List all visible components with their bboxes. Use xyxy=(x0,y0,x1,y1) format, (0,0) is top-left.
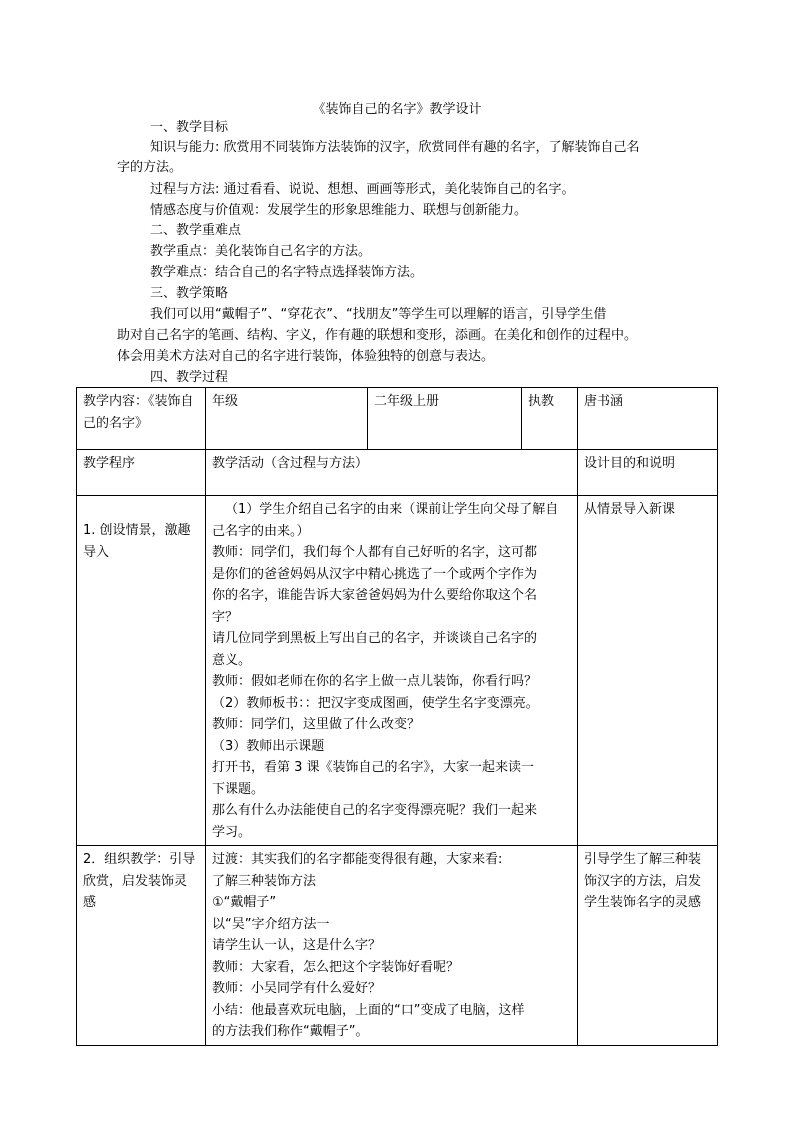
activity-line: 打开书，看第 3 课《装饰自己的名字》，大家一起来读一 xyxy=(212,760,535,775)
activity-line: 教师：大家看，怎么把这个字装饰好看呢？ xyxy=(212,959,460,975)
activity-line: （3）教师出示课题 xyxy=(212,738,325,754)
activity-line: 教师：小吴同学有什么爱好？ xyxy=(212,981,382,996)
activity-line: 小结：他最喜欢玩电脑，上面的“口”变成了电脑，这样 xyxy=(212,1002,525,1018)
section-heading-process: 四、教学过程 xyxy=(150,370,229,385)
activity-line: 意义。 xyxy=(212,652,252,668)
process-goal: 过程与方法: 通过看看、说说、想想、画画等形式，美化装饰自己的名字。 xyxy=(150,182,575,197)
step-cell xyxy=(77,846,206,1046)
activity-line: 以“吴”字介绍方法一 xyxy=(212,916,330,932)
activity-cell xyxy=(206,846,578,1046)
activity-line: 下课题。 xyxy=(212,781,265,797)
purpose-cell xyxy=(578,846,718,1046)
activity-header: 教学活动（含过程与方法） xyxy=(212,456,369,471)
activity-line: 教师：假如老师在你的名字上做一点儿装饰，你看行吗？ xyxy=(212,674,538,689)
activity-line: （1）学生介绍自己名字的由来（课前让学生向父母了解自 xyxy=(225,502,559,517)
strategy-line3: 体会用美术方法对自己的名字进行装饰，体验独特的创意与表达。 xyxy=(117,349,495,364)
section-heading-focus: 二、教学重难点 xyxy=(150,223,242,238)
activity-line: 教师：同学们，这里做了什么改变？ xyxy=(212,717,421,732)
purpose-header: 设计目的和说明 xyxy=(584,456,676,471)
table-row xyxy=(77,496,718,846)
grade-label-cell xyxy=(206,388,368,450)
grade-value: 二年级上册 xyxy=(374,394,440,409)
teacher-value-cell xyxy=(578,388,718,450)
page-title: 《装饰自己的名字》教学设计 xyxy=(312,102,482,117)
activity-line: 教师：同学们，我们每个人都有自己好听的名字，这可都 xyxy=(212,545,538,560)
grade-value-cell xyxy=(368,388,522,450)
activity-line: （2）教师板书：：把汉字变成图画，使学生名字变漂亮。 xyxy=(212,695,539,711)
step-label: 1. 创设情景，激趣导入 xyxy=(83,523,191,560)
section-heading-strategy: 三、教学策略 xyxy=(150,286,229,301)
content-label-cell xyxy=(77,388,206,450)
activity-line: 那么有什么办法能使自己的名字变得漂亮呢？我们一起来 xyxy=(212,803,538,818)
lesson-plan-table xyxy=(76,387,718,1046)
purpose-cell xyxy=(578,496,718,846)
step-cell xyxy=(77,496,206,846)
teacher-value: 唐书涵 xyxy=(584,394,624,409)
teacher-label: 执教 xyxy=(528,394,555,409)
purpose-text: 引导学生了解三种装饰汉字的方法，启发学生装饰名字的灵感 xyxy=(584,852,702,910)
activity-line: 你的名字，谁能告诉大家爸爸妈妈为什么要给你取这个名 xyxy=(212,588,538,603)
activity-line: 请学生认一认，这是什么字？ xyxy=(212,938,382,953)
section-heading-goals: 一、教学目标 xyxy=(150,120,229,135)
activity-line: 字？ xyxy=(212,609,239,625)
activity-line: 了解三种装饰方法 xyxy=(212,873,317,889)
activity-line: 的方法我们称作“戴帽子”。 xyxy=(212,1024,369,1039)
procedure-header: 教学程序 xyxy=(83,456,136,471)
activity-line: ①“戴帽子” xyxy=(212,895,277,910)
activity-cell xyxy=(206,496,578,846)
table-header-row xyxy=(77,388,718,450)
table-row xyxy=(77,846,718,1046)
knowledge-goal-line2: 字的方法。 xyxy=(117,160,183,175)
grade-label: 年级 xyxy=(212,394,239,409)
content-label: 教学内容：《装饰自己的名字》 xyxy=(83,394,194,431)
activity-line: 己名字的由来。） xyxy=(212,523,310,539)
teaching-difficulty: 教学难点：结合自己的名字特点选择装饰方法。 xyxy=(150,265,424,280)
activity-header-cell xyxy=(206,450,578,496)
table-subheader-row xyxy=(77,450,718,496)
purpose-header-cell xyxy=(578,450,718,496)
step-label: 2．组织教学：引导欣赏，启发装饰灵感 xyxy=(83,852,196,910)
teaching-focus: 教学重点：美化装饰自己名字的方法。 xyxy=(150,244,372,259)
activity-line: 是你们的爸爸妈妈从汉字中精心挑选了一个或两个字作为 xyxy=(212,566,538,582)
activity-line: 请几位同学到黑板上写出自己的名字，并谈谈自己名字的 xyxy=(212,631,538,646)
strategy-line2: 助对自己名字的笔画、结构、字义，作有趣的联想和变形，添画。在美化和创作的过程中。 xyxy=(117,328,638,343)
teacher-label-cell xyxy=(522,388,578,450)
knowledge-goal-line1: 知识与能力: 欣赏用不同装饰方法装饰的汉字，欣赏同伴有趣的名字，了解装饰自己名 xyxy=(150,140,640,155)
strategy-line1: 我们可以用“戴帽子”、“穿花衣”、“找朋友”等学生可以理解的语言，引导学生借 xyxy=(150,307,607,322)
activity-line: 过渡：其实我们的名字都能变得很有趣，大家来看: xyxy=(212,852,503,867)
purpose-text: 从情景导入新课 xyxy=(584,502,676,517)
procedure-header-cell xyxy=(77,450,206,496)
attitude-goal: 情感态度与价值观：发展学生的形象思维能力、联想与创新能力。 xyxy=(150,203,528,218)
activity-line: 学习。 xyxy=(212,824,252,840)
